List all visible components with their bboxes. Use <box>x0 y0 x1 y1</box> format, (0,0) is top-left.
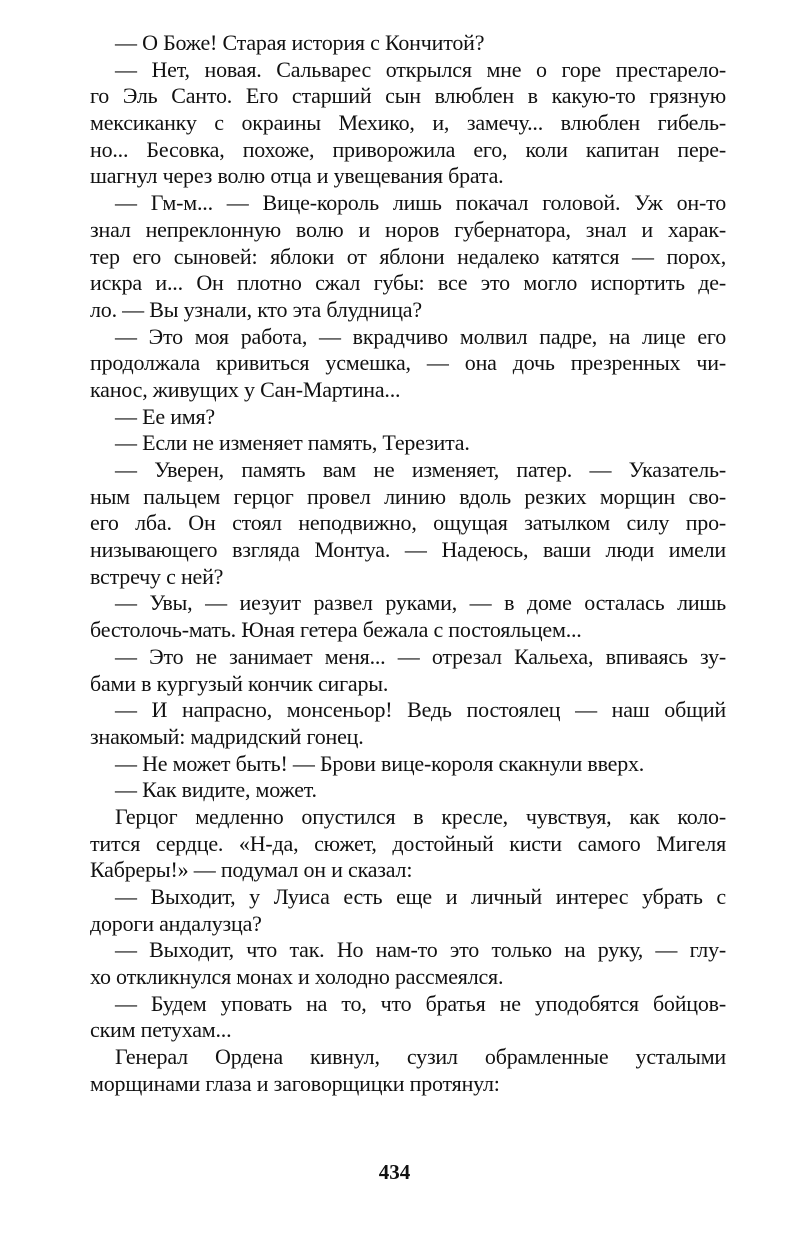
text-line: Герцог медленно опустился в кресле, чувствуя, как коло- <box>115 803 726 829</box>
text-line: его лба. Он стоял неподвижно, ощущая затылком силу про- <box>90 510 726 536</box>
text-line: морщинами глаза и заговорщицки протянул: <box>90 1070 500 1096</box>
text-line: шагнул через волю отца и увещевания брата. <box>90 163 504 189</box>
text-line: ло. — Вы узнали, кто эта блудница? <box>90 296 422 322</box>
paragraph <box>90 57 726 190</box>
text-line: бами в кургузый кончик сигары. <box>90 670 389 696</box>
text-line: знакомый: мадридский гонец. <box>90 723 364 749</box>
paragraph <box>90 324 726 404</box>
paragraph <box>90 697 726 750</box>
text-line: — Уверен, память вам не изменяет, патер. — Указатель- <box>115 457 726 482</box>
paragraph <box>90 430 726 457</box>
paragraph <box>90 751 726 778</box>
text-line: — Нет, новая. Сальварес открылся мне о горе престарело- <box>115 56 726 82</box>
text-line: — Это моя работа, — вкрадчиво молвил падре, на лице его <box>115 323 726 349</box>
paragraph <box>90 937 726 990</box>
text-line: ным пальцем герцог провел линию вдоль резких морщин сво- <box>90 483 726 509</box>
text-line: Генерал Ордена кивнул, сузил обрамленные усталыми <box>115 1044 726 1070</box>
paragraph <box>90 30 726 57</box>
text-line: — Гм-м... — Вице-король лишь покачал головой. Уж он-то <box>115 190 726 216</box>
text-line: — Это не занимает меня... — отрезал Кальеха, впиваясь зу- <box>115 643 726 669</box>
text-line: — Будем уповать на то, что братья не уподобятся бойцов- <box>115 990 726 1016</box>
text-line: продолжала кривиться усмешка, — она дочь презренных чи- <box>90 350 726 376</box>
text-line: дороги андалузца? <box>90 910 262 936</box>
page-number: 434 <box>378 1160 411 1184</box>
paragraph <box>90 190 726 323</box>
paragraph <box>90 457 726 590</box>
text-line: но... Бесовка, похоже, приворожила его, коли капитан пере- <box>90 136 726 162</box>
text-line: знал непреклонную волю и норов губернатора, знал и харак- <box>90 216 726 242</box>
text-line: тится сердце. «Н-да, сюжет, достойный кисти самого Мигеля <box>90 830 726 856</box>
text-line: искра и... Он плотно сжал губы: все это могло испортить де- <box>90 270 726 296</box>
text-line: Кабреры!» — подумал он и сказал: <box>90 857 413 883</box>
text-line: хо откликнулся монах и холодно рассмеялся. <box>90 964 504 990</box>
text-line: — Как видите, может. <box>115 777 317 803</box>
text-line: — И напрасно, монсеньор! Ведь постоялец — наш общий <box>115 697 726 723</box>
text-line: го Эль Санто. Его старший сын влюблен в какую-то грязную <box>90 83 726 109</box>
text-line: низывающего взгляда Монтуа. — Надеюсь, ваши люди имели <box>90 537 726 563</box>
text-line: — Ее имя? <box>115 403 215 429</box>
text-line: — Выходит, что так. Но нам-то это только на руку, — глу- <box>115 937 726 963</box>
text-line: мексиканку с окраины Мехико, и, замечу... влюблен гибель- <box>90 110 726 136</box>
page-text <box>90 30 726 1098</box>
text-line: — Увы, — иезуит развел руками, — в доме осталась лишь <box>115 590 726 616</box>
paragraph <box>90 991 726 1044</box>
paragraph <box>90 777 726 804</box>
text-line: бестолочь-мать. Юная гетера бежала с постояльцем... <box>90 617 582 643</box>
text-line: канос, живущих у Сан-Мартина... <box>90 376 401 402</box>
text-line: ским петухам... <box>90 1017 232 1043</box>
text-line: тер его сыновей: яблоки от яблони недалеко катятся — порох, <box>90 243 726 269</box>
paragraph <box>90 1044 726 1097</box>
paragraph <box>90 804 726 884</box>
paragraph <box>90 884 726 937</box>
text-line: встречу с ней? <box>90 563 224 589</box>
paragraph <box>90 404 726 431</box>
text-line: — Если не изменяет память, Терезита. <box>115 430 470 456</box>
text-line: — О Боже! Старая история с Кончитой? <box>115 30 485 55</box>
paragraph <box>90 644 726 697</box>
text-line: — Не может быть! — Брови вице-короля скакнули вверх. <box>115 750 645 776</box>
text-line: — Выходит, у Луиса есть еще и личный интерес убрать с <box>115 884 726 909</box>
paragraph <box>90 590 726 643</box>
